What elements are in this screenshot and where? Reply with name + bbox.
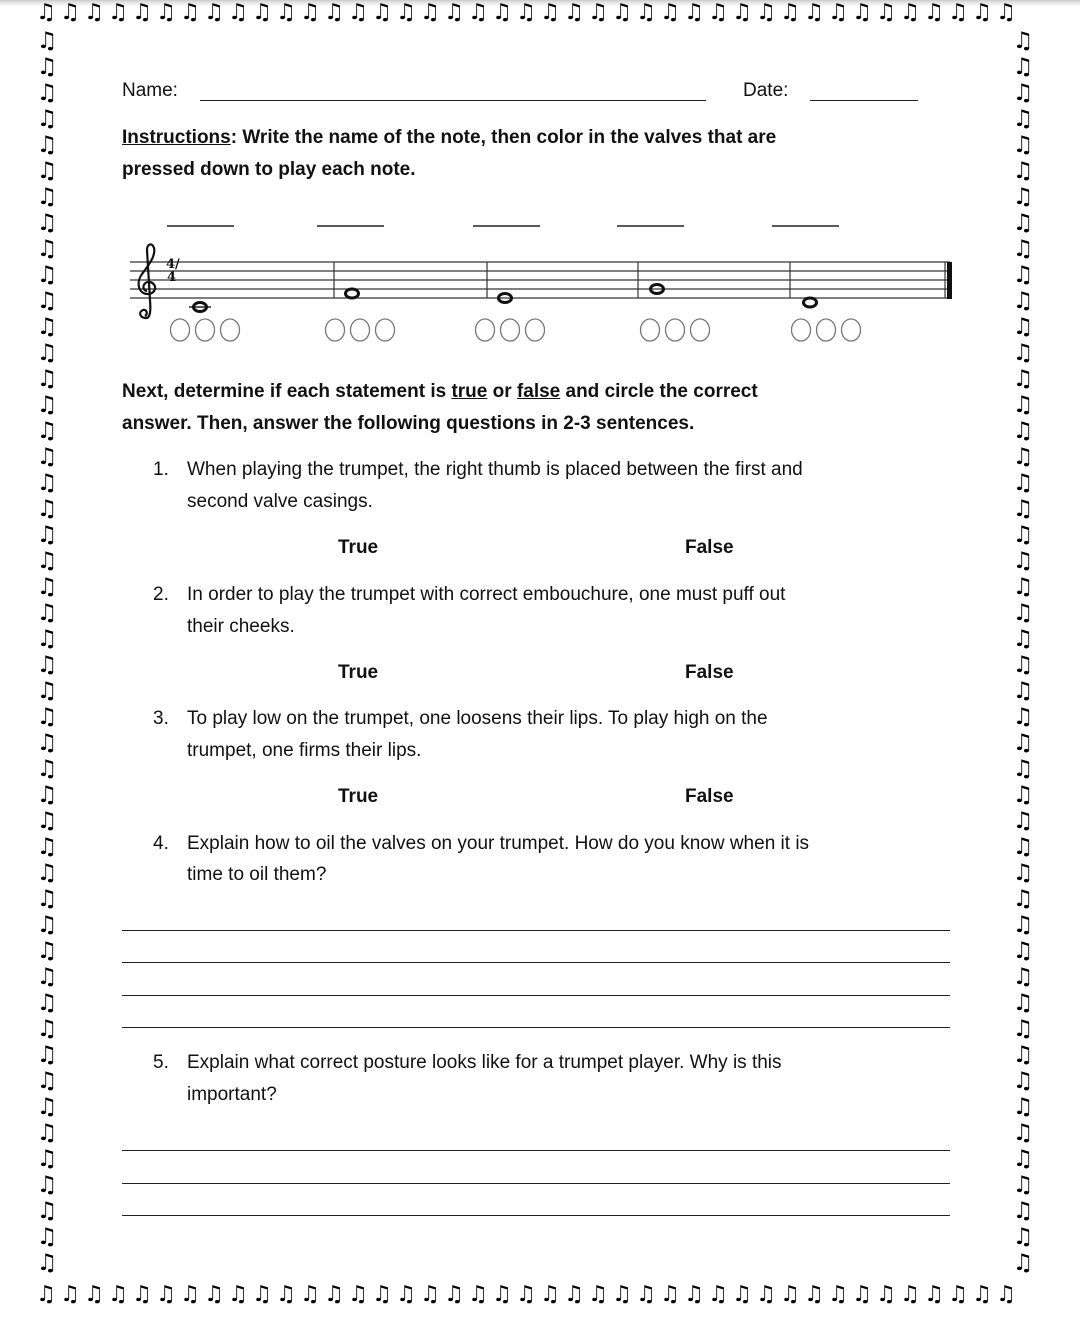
music-note-icon: ♫ — [732, 0, 752, 25]
music-note-icon: ♫ — [276, 1282, 296, 1307]
music-note-icon: ♫ — [36, 314, 58, 340]
music-staff — [0, 0, 1080, 360]
music-note-icon: ♫ — [36, 158, 58, 184]
music-note-icon: ♫ — [1012, 236, 1034, 262]
music-note-icon: ♫ — [684, 0, 704, 25]
music-note-icon: ♫ — [348, 0, 368, 25]
music-note-icon: ♫ — [36, 106, 58, 132]
question-number: 2. — [153, 584, 169, 605]
music-note-icon: ♫ — [924, 0, 944, 25]
date-label: Date: — [743, 80, 789, 101]
music-note-icon: ♫ — [756, 0, 776, 25]
music-note-icon: ♫ — [660, 0, 680, 25]
valve-circle[interactable] — [641, 319, 660, 341]
music-note-icon: ♫ — [84, 1282, 104, 1307]
music-note-icon: ♫ — [36, 704, 58, 730]
music-note-icon: ♫ — [36, 782, 58, 808]
valve-circle[interactable] — [171, 319, 190, 341]
music-note-icon: ♫ — [372, 0, 392, 25]
music-note-icon: ♫ — [1012, 704, 1034, 730]
music-note-icon: ♫ — [420, 0, 440, 25]
music-note-icon: ♫ — [324, 0, 344, 25]
time-signature: 4/4 — [166, 257, 180, 285]
music-note-icon: ♫ — [1012, 1068, 1034, 1094]
music-note-icon: ♫ — [516, 1282, 536, 1307]
music-note-icon: ♫ — [876, 1282, 896, 1307]
question-number: 5. — [153, 1052, 169, 1073]
music-note-icon: ♫ — [1012, 990, 1034, 1016]
music-note-icon: ♫ — [1012, 574, 1034, 600]
valve-circle[interactable] — [792, 319, 811, 341]
music-note-icon: ♫ — [276, 0, 296, 25]
music-note-icon: ♫ — [1012, 444, 1034, 470]
music-note-icon: ♫ — [36, 496, 58, 522]
music-note-icon: ♫ — [36, 964, 58, 990]
valve-circle[interactable] — [501, 319, 520, 341]
answer-line[interactable] — [122, 930, 950, 931]
treble-clef-icon — [139, 244, 155, 318]
music-note-icon: ♫ — [1012, 938, 1034, 964]
instructions-label: Instructions — [122, 127, 231, 148]
valve-circle[interactable] — [842, 319, 861, 341]
music-note-icon: ♫ — [36, 1016, 58, 1042]
music-note-icon: ♫ — [1012, 886, 1034, 912]
music-note-icon: ♫ — [348, 1282, 368, 1307]
music-note-icon: ♫ — [420, 1282, 440, 1307]
music-note-icon: ♫ — [1012, 470, 1034, 496]
whole-note-icon — [804, 298, 817, 307]
music-note-icon: ♫ — [36, 1146, 58, 1172]
music-note-icon: ♫ — [588, 1282, 608, 1307]
music-note-icon: ♫ — [36, 522, 58, 548]
music-note-icon: ♫ — [1012, 834, 1034, 860]
music-note-icon: ♫ — [36, 392, 58, 418]
music-note-icon: ♫ — [444, 1282, 464, 1307]
false-option[interactable]: False — [685, 786, 734, 807]
music-note-icon: ♫ — [36, 262, 58, 288]
music-note-icon: ♫ — [36, 1042, 58, 1068]
answer-line[interactable] — [122, 962, 950, 963]
music-note-icon: ♫ — [684, 1282, 704, 1307]
music-note-icon: ♫ — [60, 1282, 80, 1307]
music-note-icon: ♫ — [948, 0, 968, 25]
music-note-icon: ♫ — [204, 0, 224, 25]
music-note-icon: ♫ — [36, 1094, 58, 1120]
music-note-icon: ♫ — [828, 0, 848, 25]
music-note-icon: ♫ — [1012, 28, 1034, 54]
music-note-icon: ♫ — [1012, 808, 1034, 834]
valve-circle[interactable] — [376, 319, 395, 341]
music-note-icon: ♫ — [1012, 392, 1034, 418]
music-note-icon: ♫ — [36, 28, 58, 54]
music-note-icon: ♫ — [36, 1250, 58, 1276]
music-note-icon: ♫ — [36, 1198, 58, 1224]
next-text-a: Next, determine if each statement is — [122, 381, 452, 402]
music-note-icon: ♫ — [324, 1282, 344, 1307]
name-label: Name: — [122, 80, 178, 101]
music-note-icon: ♫ — [36, 236, 58, 262]
music-note-icon: ♫ — [1012, 1120, 1034, 1146]
false-word: false — [516, 381, 561, 402]
music-note-icon: ♫ — [36, 132, 58, 158]
music-note-icon: ♫ — [1012, 340, 1034, 366]
music-note-icon: ♫ — [300, 0, 320, 25]
music-note-icon: ♫ — [876, 0, 896, 25]
music-note-icon: ♫ — [1012, 1198, 1034, 1224]
music-note-icon: ♫ — [36, 418, 58, 444]
music-note-icon: ♫ — [180, 1282, 200, 1307]
music-note-icon: ♫ — [180, 0, 200, 25]
music-note-icon: ♫ — [972, 1282, 992, 1307]
question-text: their cheeks. — [187, 616, 295, 637]
false-option[interactable]: False — [685, 537, 734, 558]
music-note-icon: ♫ — [1012, 678, 1034, 704]
music-note-icon: ♫ — [636, 1282, 656, 1307]
question-text: Explain what correct posture looks like for a trumpet player. Why is this — [187, 1052, 782, 1073]
music-note-icon: ♫ — [36, 1282, 56, 1307]
music-note-icon: ♫ — [1012, 288, 1034, 314]
music-note-icon: ♫ — [900, 1282, 920, 1307]
music-note-icon: ♫ — [132, 0, 152, 25]
music-note-icon: ♫ — [588, 0, 608, 25]
music-note-icon: ♫ — [1012, 496, 1034, 522]
question-text: To play low on the trumpet, one loosens their lips. To play high on the — [187, 708, 768, 729]
valve-circle[interactable] — [526, 319, 545, 341]
music-note-icon: ♫ — [84, 0, 104, 25]
answer-line[interactable] — [122, 1150, 950, 1151]
music-note-icon: ♫ — [468, 0, 488, 25]
music-note-icon: ♫ — [660, 1282, 680, 1307]
question-text: time to oil them? — [187, 864, 327, 885]
music-note-icon: ♫ — [372, 1282, 392, 1307]
music-note-icon: ♫ — [36, 1224, 58, 1250]
music-note-icon: ♫ — [948, 1282, 968, 1307]
true-option[interactable]: True — [338, 786, 379, 807]
music-note-icon: ♫ — [780, 0, 800, 25]
question-number: 3. — [153, 708, 169, 729]
music-note-icon: ♫ — [996, 0, 1016, 25]
music-note-icon: ♫ — [36, 834, 58, 860]
music-note-icon: ♫ — [36, 678, 58, 704]
music-note-icon: ♫ — [1012, 366, 1034, 392]
music-note-icon: ♫ — [1012, 626, 1034, 652]
music-note-icon: ♫ — [228, 0, 248, 25]
valve-circle[interactable] — [221, 319, 240, 341]
music-note-icon: ♫ — [36, 652, 58, 678]
valve-circle[interactable] — [196, 319, 215, 341]
music-note-icon: ♫ — [36, 990, 58, 1016]
music-note-icon: ♫ — [996, 1282, 1016, 1307]
music-note-icon: ♫ — [924, 1282, 944, 1307]
music-note-icon: ♫ — [108, 1282, 128, 1307]
music-note-icon: ♫ — [36, 886, 58, 912]
music-note-icon: ♫ — [564, 1282, 584, 1307]
music-note-icon: ♫ — [708, 0, 728, 25]
music-note-icon: ♫ — [1012, 54, 1034, 80]
music-note-icon: ♫ — [468, 1282, 488, 1307]
music-note-icon: ♫ — [36, 548, 58, 574]
music-note-icon: ♫ — [36, 54, 58, 80]
music-note-icon: ♫ — [1012, 210, 1034, 236]
music-note-icon: ♫ — [1012, 262, 1034, 288]
music-note-icon: ♫ — [804, 1282, 824, 1307]
valve-circle[interactable] — [476, 319, 495, 341]
music-note-icon: ♫ — [156, 1282, 176, 1307]
question-text: Explain how to oil the valves on your trumpet. How do you know when it is — [187, 833, 810, 854]
whole-note-icon — [346, 289, 359, 298]
music-note-icon: ♫ — [1012, 964, 1034, 990]
music-note-icon: ♫ — [1012, 1172, 1034, 1198]
music-note-icon: ♫ — [1012, 1094, 1034, 1120]
music-note-icon: ♫ — [972, 0, 992, 25]
music-note-icon: ♫ — [36, 730, 58, 756]
valve-circle[interactable] — [326, 319, 345, 341]
answer-line[interactable] — [122, 995, 950, 996]
music-note-icon: ♫ — [36, 860, 58, 886]
music-note-icon: ♫ — [36, 210, 58, 236]
answer-line[interactable] — [122, 1027, 950, 1028]
next-line-1 — [122, 381, 758, 403]
music-note-icon: ♫ — [156, 0, 176, 25]
music-note-icon: ♫ — [828, 1282, 848, 1307]
answer-line[interactable] — [122, 1215, 950, 1216]
music-note-icon: ♫ — [540, 0, 560, 25]
music-note-icon: ♫ — [36, 574, 58, 600]
music-note-icon: ♫ — [1012, 184, 1034, 210]
music-note-icon: ♫ — [36, 1120, 58, 1146]
valve-circle[interactable] — [351, 319, 370, 341]
music-note-icon: ♫ — [636, 0, 656, 25]
music-note-icon: ♫ — [36, 184, 58, 210]
or-word: or — [487, 381, 517, 402]
music-note-icon: ♫ — [900, 0, 920, 25]
instructions-line-2: pressed down to play each note. — [122, 159, 416, 180]
music-note-icon: ♫ — [492, 1282, 512, 1307]
music-note-icon: ♫ — [252, 0, 272, 25]
music-note-icon: ♫ — [516, 0, 536, 25]
valve-circle[interactable] — [691, 319, 710, 341]
music-note-icon: ♫ — [36, 470, 58, 496]
music-note-icon: ♫ — [300, 1282, 320, 1307]
music-note-icon: ♫ — [1012, 730, 1034, 756]
valve-circle[interactable] — [666, 319, 685, 341]
question-text: In order to play the trumpet with correct embouchure, one must puff out — [187, 584, 786, 605]
border-bottom — [34, 1282, 1018, 1308]
music-note-icon: ♫ — [36, 0, 56, 25]
true-word: true — [451, 381, 488, 402]
question-text: trumpet, one firms their lips. — [187, 740, 422, 761]
music-note-icon: ♫ — [1012, 1016, 1034, 1042]
true-option[interactable]: True — [338, 537, 379, 558]
music-note-icon: ♫ — [444, 0, 464, 25]
music-note-icon: ♫ — [1012, 756, 1034, 782]
music-note-icon: ♫ — [492, 0, 512, 25]
music-note-icon: ♫ — [612, 0, 632, 25]
music-note-icon: ♫ — [108, 0, 128, 25]
music-note-icon: ♫ — [1012, 548, 1034, 574]
true-option[interactable]: True — [338, 662, 379, 683]
question-number: 1. — [153, 459, 169, 480]
answer-line[interactable] — [122, 1183, 950, 1184]
music-note-icon: ♫ — [804, 0, 824, 25]
music-note-icon: ♫ — [852, 0, 872, 25]
music-note-icon: ♫ — [36, 288, 58, 314]
music-note-icon: ♫ — [132, 1282, 152, 1307]
music-note-icon: ♫ — [1012, 106, 1034, 132]
question-text: second valve casings. — [187, 491, 373, 512]
music-note-icon: ♫ — [36, 938, 58, 964]
music-note-icon: ♫ — [36, 600, 58, 626]
music-note-icon: ♫ — [1012, 912, 1034, 938]
music-note-icon: ♫ — [36, 808, 58, 834]
music-note-icon: ♫ — [396, 1282, 416, 1307]
music-note-icon: ♫ — [36, 80, 58, 106]
question-text: When playing the trumpet, the right thumb is placed between the first and — [187, 459, 803, 480]
music-note-icon: ♫ — [36, 340, 58, 366]
music-note-icon: ♫ — [1012, 1224, 1034, 1250]
music-note-icon: ♫ — [396, 0, 416, 25]
music-note-icon: ♫ — [1012, 418, 1034, 444]
valve-circle[interactable] — [817, 319, 836, 341]
music-note-icon: ♫ — [1012, 860, 1034, 886]
music-note-icon: ♫ — [1012, 652, 1034, 678]
music-note-icon: ♫ — [36, 912, 58, 938]
music-note-icon: ♫ — [1012, 600, 1034, 626]
music-note-icon: ♫ — [204, 1282, 224, 1307]
music-note-icon: ♫ — [852, 1282, 872, 1307]
question-number: 4. — [153, 833, 169, 854]
final-bar-thick — [947, 262, 952, 299]
false-option[interactable]: False — [685, 662, 734, 683]
music-note-icon: ♫ — [708, 1282, 728, 1307]
question-text: important? — [187, 1084, 277, 1105]
music-note-icon: ♫ — [564, 0, 584, 25]
music-note-icon: ♫ — [228, 1282, 248, 1307]
music-note-icon: ♫ — [1012, 80, 1034, 106]
music-note-icon: ♫ — [1012, 782, 1034, 808]
music-note-icon: ♫ — [1012, 1146, 1034, 1172]
music-note-icon: ♫ — [36, 1068, 58, 1094]
music-note-icon: ♫ — [36, 626, 58, 652]
music-note-icon: ♫ — [1012, 132, 1034, 158]
music-note-icon: ♫ — [36, 1172, 58, 1198]
music-note-icon: ♫ — [780, 1282, 800, 1307]
music-note-icon: ♫ — [36, 756, 58, 782]
next-line-2: answer. Then, answer the following questions in 2-3 sentences. — [122, 413, 695, 434]
music-note-icon: ♫ — [1012, 1250, 1034, 1276]
music-note-icon: ♫ — [1012, 314, 1034, 340]
music-note-icon: ♫ — [1012, 1042, 1034, 1068]
instructions-text: : Write the name of the note, then color in the valves that are — [230, 127, 777, 148]
music-note-icon: ♫ — [612, 1282, 632, 1307]
music-note-icon: ♫ — [252, 1282, 272, 1307]
music-note-icon: ♫ — [60, 0, 80, 25]
music-note-icon: ♫ — [36, 444, 58, 470]
next-text-b: and circle the correct — [560, 381, 758, 402]
music-note-icon: ♫ — [540, 1282, 560, 1307]
music-note-icon: ♫ — [732, 1282, 752, 1307]
music-note-icon: ♫ — [1012, 522, 1034, 548]
music-note-icon: ♫ — [1012, 158, 1034, 184]
music-note-icon: ♫ — [756, 1282, 776, 1307]
music-note-icon: ♫ — [36, 366, 58, 392]
